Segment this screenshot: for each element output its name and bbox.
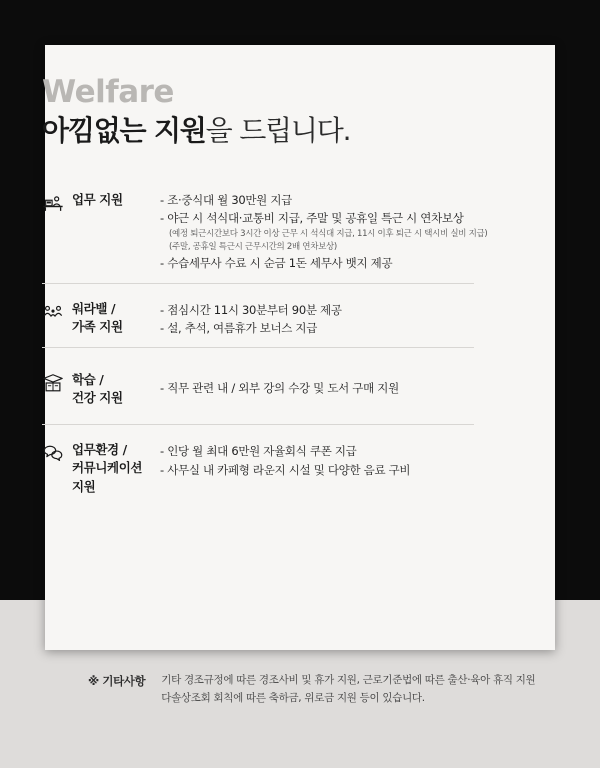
section-label-line1: 워라밸 /: [72, 300, 116, 316]
section-worklife-family-support: [42, 283, 474, 348]
section-learning-health-support: [42, 347, 474, 424]
benefit-note: (주말, 공휴일 특근시 근무시간의 2배 연차보상): [169, 241, 337, 252]
section-label: [42, 189, 160, 214]
title-korean-light: 을 드립니다.: [205, 114, 351, 148]
page-title: [42, 113, 472, 148]
title-english: Welfare: [42, 74, 174, 110]
footer-label: ※ 기타사항: [88, 674, 146, 688]
footer-text: [161, 672, 535, 708]
title-block: [42, 75, 472, 148]
section-label-text: [72, 441, 142, 495]
section-body: [160, 379, 474, 397]
section-label: [42, 298, 160, 336]
section-label-line1: 학습 /: [72, 372, 104, 388]
benefit-item: - 조·중식대 월 30만원 지급: [160, 193, 292, 207]
footer-note: [88, 672, 536, 708]
section-environment-communication-support: [42, 424, 474, 505]
section-label: [42, 439, 160, 495]
section-label-line1: 업무 지원: [72, 192, 123, 207]
office-desk-icon: [42, 192, 64, 214]
benefit-item: - 설, 추석, 여름휴가 보너스 지급: [160, 320, 318, 335]
benefit-item: - 수습세무사 수료 시 순금 1돈 세무사 뱃지 제공: [160, 256, 393, 271]
footer-line: 다솔상조회 회칙에 따른 축하금, 위로금 지원 등이 있습니다.: [161, 691, 425, 704]
benefit-item: - 야근 시 석식대·교통비 지급, 주말 및 공휴일 특근 시 연차보상: [160, 211, 464, 226]
benefit-note: (예정 퇴근시간보다 3시간 이상 근무 시 석식대 지급, 11시 이후 퇴근 시 택시비 실비 지급): [169, 228, 488, 239]
section-work-support: [42, 185, 488, 283]
section-label-line2: 건강 지원: [72, 390, 123, 406]
benefit-item: - 점심시간 11시 30분부터 90분 제공: [160, 302, 342, 317]
section-body: [160, 298, 474, 338]
section-body: [160, 189, 487, 273]
graduation-book-icon: [42, 372, 64, 394]
benefit-item: - 인당 월 최대 6만원 자율회식 쿠폰 지급: [160, 444, 357, 459]
section-body: [160, 439, 474, 479]
family-icon: [42, 301, 64, 323]
section-label-text: [72, 300, 123, 336]
section-label-text: [72, 371, 123, 407]
section-label-text: [72, 191, 123, 209]
section-label-line2: 가족 지원: [72, 318, 123, 334]
benefit-item: - 직무 관련 내 / 외부 강의 수강 및 도서 구매 지원: [160, 381, 399, 396]
chat-bubbles-icon: [42, 442, 64, 464]
section-label-line1: 업무환경 /: [72, 442, 127, 458]
benefit-item: - 사무실 내 카페형 라운지 시설 및 다양한 음료 구비: [160, 462, 411, 477]
benefit-sections: [42, 185, 488, 506]
section-label: [42, 369, 160, 407]
footer-line: 기타 경조규정에 따른 경조사비 및 휴가 지원, 근로기준법에 따른 출산·육아 휴직 지원: [161, 674, 536, 686]
title-korean-bold: 아낌없는 지원: [42, 114, 206, 148]
section-label-line3: 지원: [72, 478, 96, 494]
section-label-line2: 커뮤니케이션: [72, 460, 143, 476]
